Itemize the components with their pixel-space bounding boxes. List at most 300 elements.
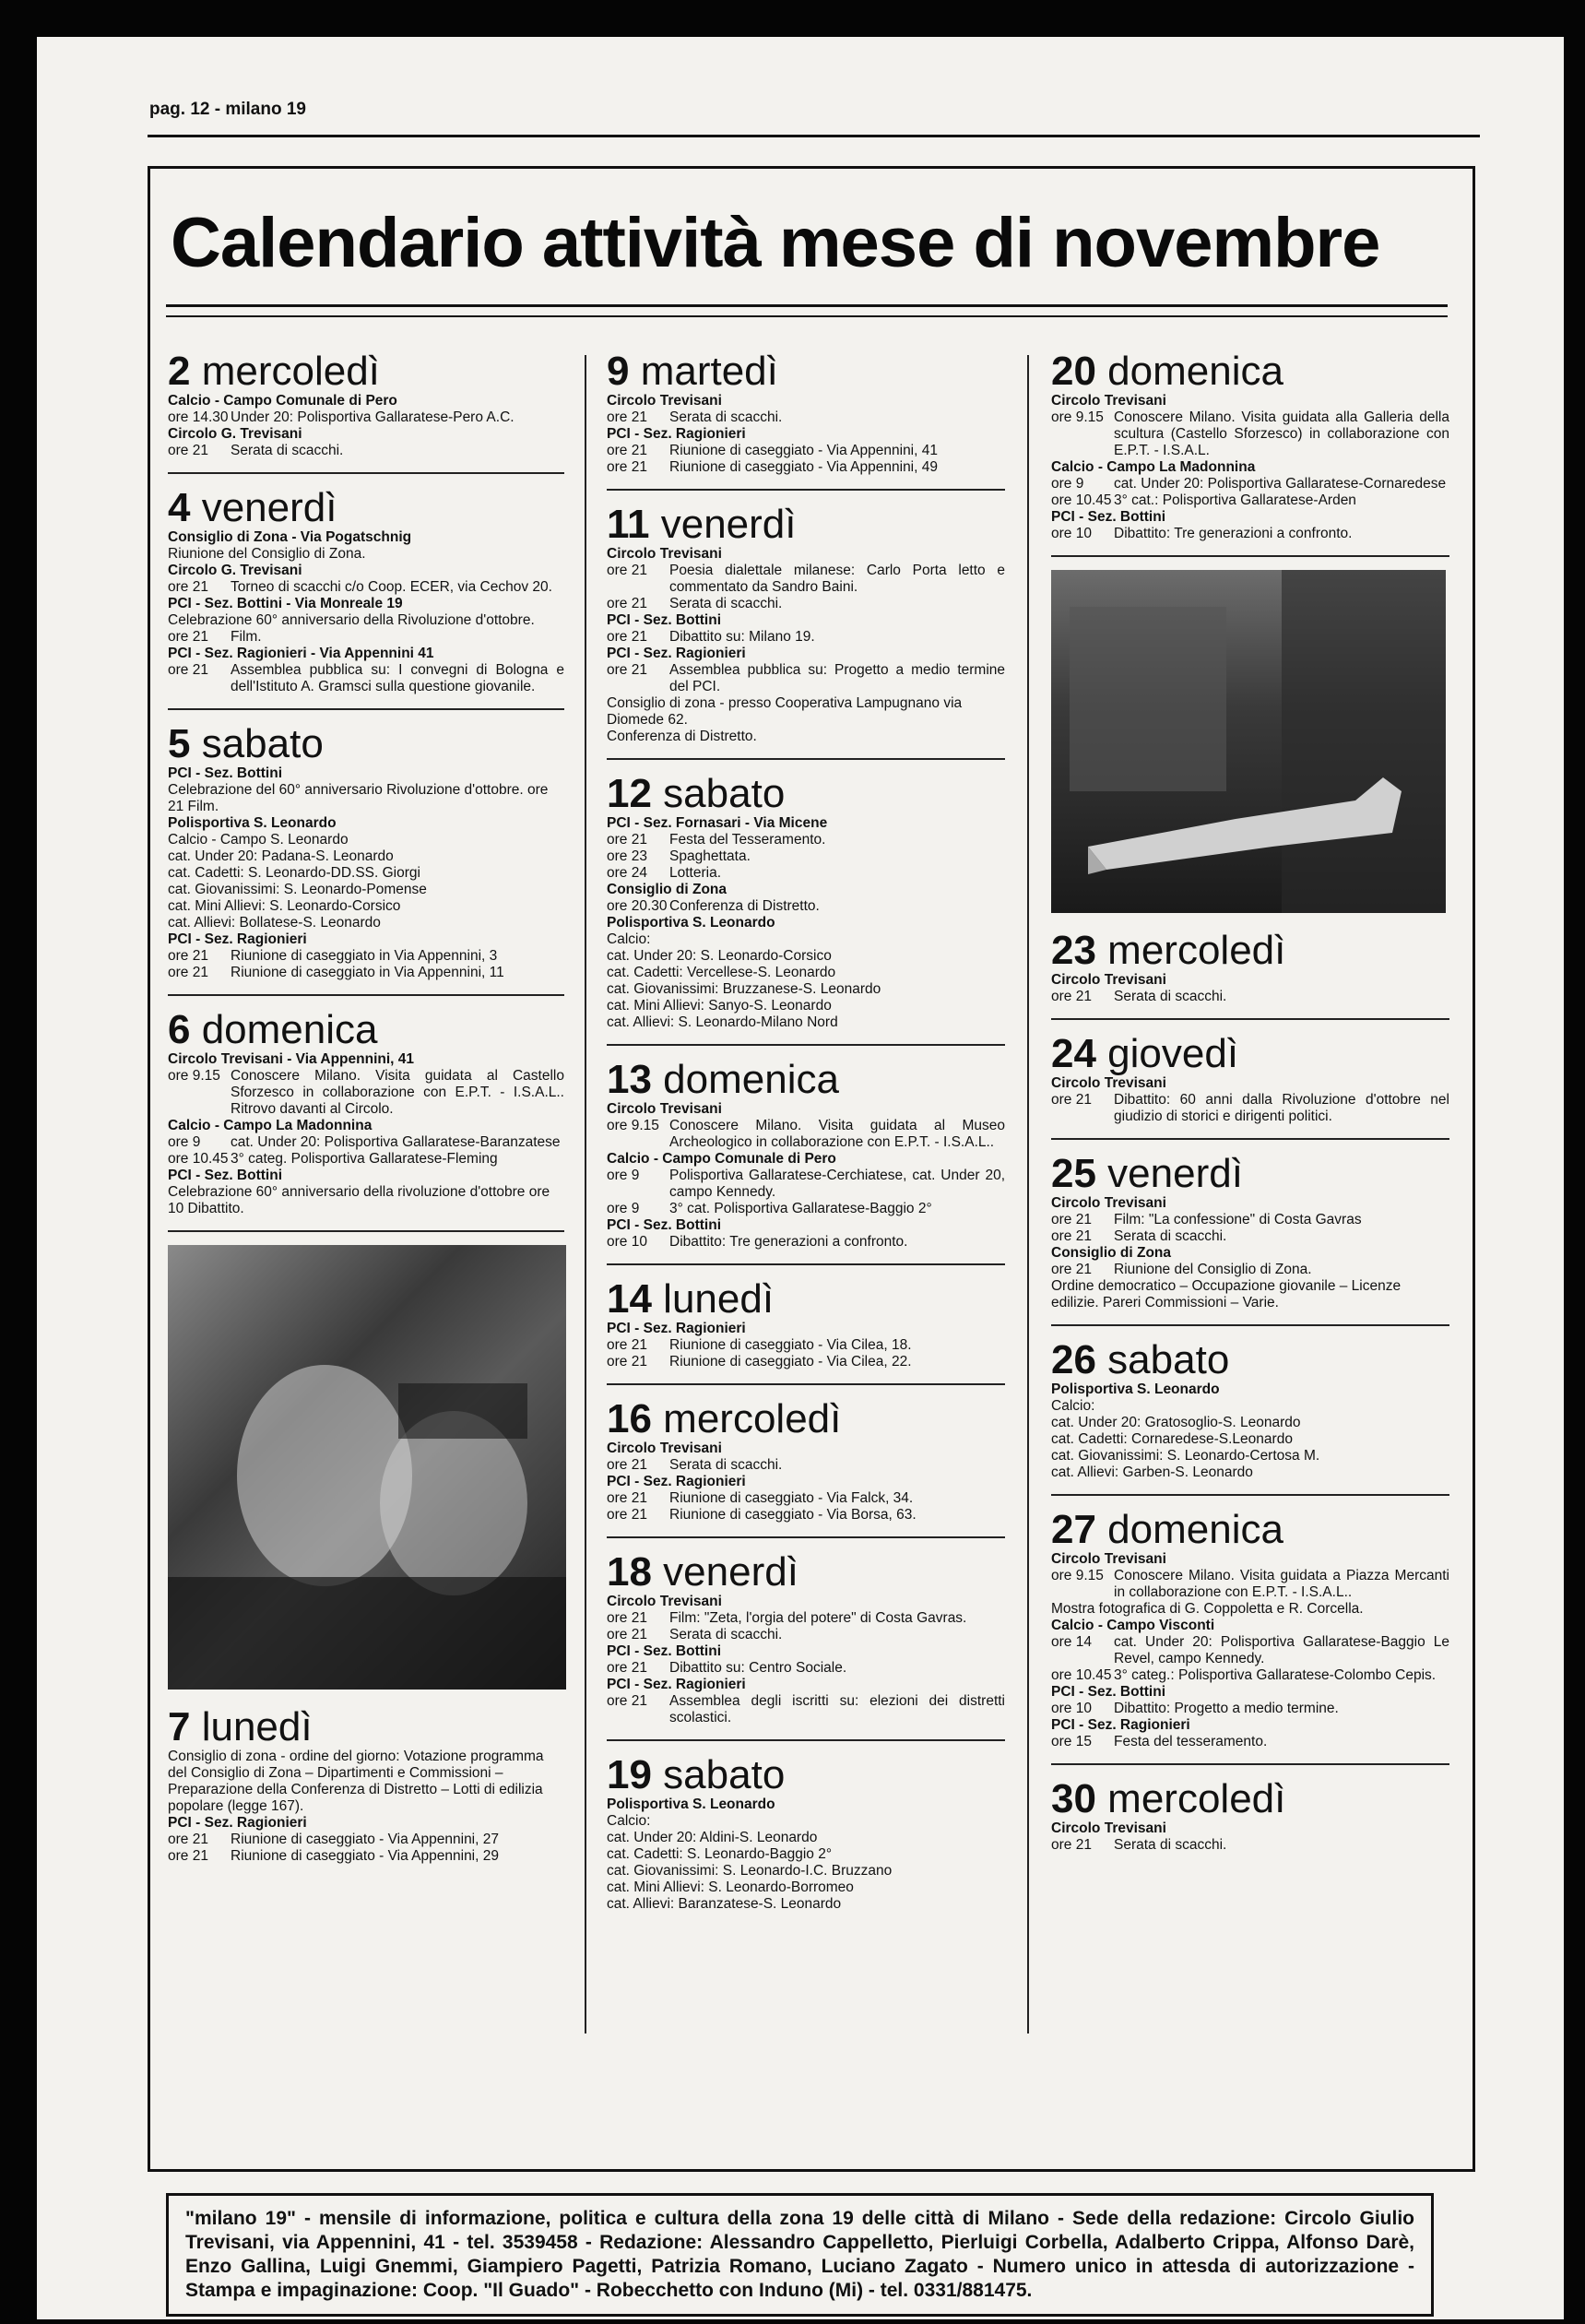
day-entry <box>607 1278 1005 1385</box>
event-description: Torneo di scacchi c/o Coop. ECER, via Cechov 20. <box>231 579 552 595</box>
day-entry <box>607 1754 1005 1926</box>
event-time: ore 21 <box>607 563 647 578</box>
event-description: Dibattito su: Centro Sociale. <box>669 1660 847 1676</box>
organizer: PCI - Sez. Bottini <box>1051 509 1165 525</box>
event-line <box>607 1660 1005 1677</box>
event-line <box>607 1201 1005 1217</box>
event-time: ore 10 <box>607 1234 647 1250</box>
event-time: ore 15 <box>1051 1734 1092 1749</box>
event-time: ore 21 <box>1051 1212 1092 1227</box>
event-description: Riunione di caseggiato - Via Appennini, 41 <box>669 443 938 458</box>
event-text: Celebrazione del 60° anniversario Rivoluzione d'ottobre. ore 21 Film. <box>168 782 549 814</box>
organizer: Circolo Trevisani <box>607 1594 722 1609</box>
organizer: Circolo G. Trevisani <box>168 563 302 578</box>
column-divider <box>1027 355 1029 2034</box>
event-line <box>1051 492 1449 509</box>
event-description: Serata di scacchi. <box>231 443 344 458</box>
day-entry <box>168 1706 564 1878</box>
event-time: ore 21 <box>607 1354 647 1370</box>
event-time: ore 9 <box>1051 476 1084 492</box>
event-description: Serata di scacchi. <box>1114 1837 1227 1853</box>
event-description: Conoscere Milano. Visita guidata a Piazza Mercanti in collaborazione con E.P.T. - I.S.A.L.. <box>1114 1568 1449 1600</box>
event-text: cat. Mini Allievi: Sanyo-S. Leonardo <box>607 998 832 1014</box>
day-name: mercoledì <box>190 349 380 394</box>
day-entry <box>607 1398 1005 1538</box>
day-entry <box>168 723 564 996</box>
day-number: 4 <box>168 485 191 530</box>
event-time: ore 21 <box>1051 1228 1092 1244</box>
calendar-column-3 <box>1051 350 1449 1879</box>
day-heading <box>1051 930 1449 972</box>
organizer: PCI - Sez. Bottini <box>168 765 282 781</box>
event-description: Riunione di caseggiato - Via Appennini, 27 <box>231 1832 499 1847</box>
event-description: Festa del tesseramento. <box>1114 1734 1268 1749</box>
organizer: Calcio - Campo La Madonnina <box>1051 459 1256 475</box>
day-number: 14 <box>607 1276 652 1322</box>
event-line <box>607 1118 1005 1151</box>
event-line <box>168 443 564 459</box>
event-line <box>607 1490 1005 1507</box>
day-number: 25 <box>1051 1151 1096 1196</box>
day-name: domenica <box>190 1007 378 1052</box>
day-heading <box>607 1398 1005 1441</box>
event-time: ore 21 <box>168 662 208 678</box>
event-description: Serata di scacchi. <box>669 596 783 611</box>
event-description: cat. Under 20: Polisportiva Gallaratese-Baggio Le Revel, campo Kennedy. <box>1114 1634 1449 1666</box>
day-name: venerdì <box>1095 1151 1243 1196</box>
day-name: venerdì <box>190 485 337 530</box>
event-time: ore 9.15 <box>1051 1568 1104 1583</box>
event-text: cat. Allievi: Baranzatese-S. Leonardo <box>607 1896 842 1912</box>
day-number: 7 <box>168 1704 191 1749</box>
event-line <box>607 1610 1005 1627</box>
day-heading <box>1051 1778 1449 1820</box>
event-line <box>607 409 1005 426</box>
day-entry <box>1051 1509 1449 1765</box>
event-line <box>607 1457 1005 1474</box>
day-heading <box>607 504 1005 546</box>
day-entry <box>607 350 1005 491</box>
day-number: 24 <box>1051 1031 1096 1076</box>
event-line <box>1051 526 1449 542</box>
organizer: PCI - Sez. Bottini <box>607 1217 721 1233</box>
day-heading <box>168 487 564 529</box>
event-time: ore 9.15 <box>168 1068 220 1084</box>
event-time: ore 10 <box>1051 1701 1092 1716</box>
event-description: Serata di scacchi. <box>669 409 783 425</box>
event-time: ore 21 <box>607 443 647 458</box>
event-description: Assemblea pubblica su: Progetto a medio termine del PCI. <box>669 662 1005 694</box>
column-divider <box>585 355 586 2034</box>
event-text: cat. Under 20: Aldini-S. Leonardo <box>607 1830 818 1845</box>
organizer: PCI - Sez. Bottini <box>1051 1684 1165 1700</box>
event-text: cat. Allievi: Garben-S. Leonardo <box>1051 1464 1253 1480</box>
day-heading <box>607 1278 1005 1321</box>
event-text: cat. Under 20: Gratosoglio-S. Leonardo <box>1051 1415 1301 1430</box>
day-heading <box>168 723 564 765</box>
event-text: Celebrazione 60° anniversario della rivoluzione d'ottobre ore 10 Dibattito. <box>168 1184 550 1216</box>
event-time: ore 20.30 <box>607 898 668 914</box>
day-heading <box>1051 1509 1449 1551</box>
photo-portrait <box>168 1245 566 1690</box>
organizer: Circolo Trevisani <box>1051 1195 1166 1211</box>
day-number: 11 <box>607 502 650 547</box>
organizer: Calcio - Campo Comunale di Pero <box>607 1151 836 1167</box>
title-rule <box>166 304 1448 307</box>
organizer: Circolo Trevisani <box>1051 1820 1166 1836</box>
event-description: Serata di scacchi. <box>1114 1228 1227 1244</box>
event-time: ore 21 <box>607 1693 647 1709</box>
day-entry <box>1051 1033 1449 1140</box>
organizer: Polisportiva S. Leonardo <box>1051 1381 1220 1397</box>
organizer: Calcio - Campo Visconti <box>1051 1618 1215 1633</box>
event-time: ore 21 <box>1051 1837 1092 1853</box>
day-name: venerdì <box>651 1549 798 1595</box>
event-text: Riunione del Consiglio di Zona. <box>168 546 366 562</box>
event-text: cat. Allievi: S. Leonardo-Milano Nord <box>607 1014 838 1030</box>
event-time: ore 21 <box>607 662 647 678</box>
event-text: Consiglio di zona - ordine del giorno: Votazione programma del Consiglio di Zona – Dipartimenti e Commissioni – Preparazione della Conferenza di Distretto – Lotti di edilizia popolare (legge 167). <box>168 1749 544 1814</box>
event-time: ore 10.45 <box>1051 1667 1112 1683</box>
event-time: ore 21 <box>607 1507 647 1523</box>
day-name: venerdì <box>649 502 797 547</box>
day-name: giovedì <box>1095 1031 1239 1076</box>
organizer: Consiglio di Zona <box>1051 1245 1172 1261</box>
event-time: ore 23 <box>607 848 647 864</box>
event-line <box>1051 1701 1449 1717</box>
event-line <box>168 1068 564 1118</box>
header-rule <box>148 135 1480 137</box>
day-heading <box>607 1754 1005 1796</box>
event-line <box>607 1627 1005 1643</box>
event-time: ore 21 <box>607 1490 647 1506</box>
event-text: cat. Under 20: Padana-S. Leonardo <box>168 848 394 864</box>
event-description: Under 20: Polisportiva Gallaratese-Pero A.C. <box>231 409 515 425</box>
organizer: Polisportiva S. Leonardo <box>607 915 775 931</box>
event-line <box>168 409 564 426</box>
event-line <box>607 898 1005 915</box>
event-description: Riunione di caseggiato - Via Falck, 34. <box>669 1490 914 1506</box>
event-text: Calcio - Campo S. Leonardo <box>168 832 349 848</box>
day-heading <box>607 1059 1005 1101</box>
day-heading <box>607 773 1005 815</box>
day-name: sabato <box>651 771 786 816</box>
event-time: ore 21 <box>168 629 208 645</box>
event-time: ore 14.30 <box>168 409 229 425</box>
event-time: ore 21 <box>607 832 647 848</box>
organizer: Circolo Trevisani <box>607 1441 722 1456</box>
day-number: 16 <box>607 1396 652 1441</box>
event-text: cat. Cadetti: Vercellese-S. Leonardo <box>607 965 836 980</box>
event-line <box>168 662 564 695</box>
event-line <box>607 443 1005 459</box>
day-name: mercoledì <box>1095 1776 1286 1821</box>
event-time: ore 21 <box>607 1660 647 1676</box>
organizer: Calcio - Campo Comunale di Pero <box>168 393 397 409</box>
day-entry <box>168 350 564 474</box>
event-time: ore 21 <box>607 1457 647 1473</box>
event-description: cat. Under 20: Polisportiva Gallaratese-Cornaredese <box>1114 476 1447 492</box>
day-heading <box>1051 1153 1449 1195</box>
event-time: ore 21 <box>1051 1092 1092 1108</box>
organizer: PCI - Sez. Ragionieri <box>168 931 307 947</box>
event-line <box>607 459 1005 476</box>
event-text: cat. Giovanissimi: Bruzzanese-S. Leonardo <box>607 981 881 997</box>
event-description: Conoscere Milano. Visita guidata al Museo Archeologico in collaborazione con E.P.T. - I.S.A.L.. <box>669 1118 1005 1150</box>
organizer: PCI - Sez. Ragionieri <box>607 1677 746 1692</box>
day-entry <box>1051 1339 1449 1496</box>
event-description: Film: "La confessione" di Costa Gavras <box>1114 1212 1362 1227</box>
event-time: ore 9.15 <box>1051 409 1104 425</box>
event-time: ore 21 <box>607 596 647 611</box>
day-number: 26 <box>1051 1337 1096 1382</box>
day-heading <box>1051 1033 1449 1075</box>
day-heading <box>1051 350 1449 393</box>
day-number: 13 <box>607 1057 652 1102</box>
organizer: PCI - Sez. Ragionieri <box>607 1321 746 1336</box>
event-time: ore 21 <box>168 948 208 964</box>
event-description: Riunione di caseggiato in Via Appennini, 3 <box>231 948 498 964</box>
event-time: ore 21 <box>607 1337 647 1353</box>
event-time: ore 10 <box>1051 526 1092 541</box>
day-name: domenica <box>1095 349 1283 394</box>
event-time: ore 14 <box>1051 1634 1092 1650</box>
day-entry <box>607 1551 1005 1741</box>
day-heading <box>168 1706 564 1749</box>
day-number: 20 <box>1051 349 1096 394</box>
event-line <box>1051 1212 1449 1228</box>
event-line <box>607 832 1005 848</box>
event-description: Spaghettata. <box>669 848 751 864</box>
event-time: ore 21 <box>1051 1262 1092 1277</box>
day-number: 18 <box>607 1549 652 1595</box>
event-description: Riunione del Consiglio di Zona. <box>1114 1262 1312 1277</box>
event-line <box>607 596 1005 612</box>
organizer: PCI - Sez. Ragionieri <box>607 1474 746 1489</box>
day-name: domenica <box>651 1057 839 1102</box>
event-description: Riunione di caseggiato - Via Appennini, 49 <box>669 459 938 475</box>
event-description: Serata di scacchi. <box>1114 989 1227 1004</box>
event-line <box>607 865 1005 882</box>
event-time: ore 21 <box>168 1848 208 1864</box>
event-description: Assemblea degli iscritti su: elezioni dei distretti scolastici. <box>669 1693 1005 1725</box>
event-description: cat. Under 20: Polisportiva Gallaratese-Baranzatese <box>231 1134 561 1150</box>
day-heading <box>168 350 564 393</box>
event-text: Conferenza di Distretto. <box>607 729 757 744</box>
event-line <box>607 563 1005 596</box>
event-line <box>607 1234 1005 1251</box>
event-text: Calcio: <box>607 931 651 947</box>
event-description: Dibattito: 60 anni dalla Rivoluzione d'ottobre nel giudizio di storici e dirigenti politici. <box>1114 1092 1449 1124</box>
event-line <box>607 1168 1005 1201</box>
day-entry <box>607 504 1005 760</box>
event-line <box>607 1337 1005 1354</box>
event-line <box>1051 1667 1449 1684</box>
event-description: Dibattito: Progetto a medio termine. <box>1114 1701 1339 1716</box>
event-line <box>607 629 1005 646</box>
event-line <box>607 662 1005 695</box>
event-line <box>168 1848 564 1865</box>
event-line <box>1051 989 1449 1005</box>
organizer: PCI - Sez. Bottini <box>168 1168 282 1183</box>
day-name: mercoledì <box>651 1396 842 1441</box>
day-entry <box>1051 1778 1449 1867</box>
day-entry <box>168 1009 564 1232</box>
event-text: Calcio: <box>1051 1398 1095 1414</box>
event-text: cat. Allievi: Bollatese-S. Leonardo <box>168 915 381 931</box>
organizer: Polisportiva S. Leonardo <box>168 815 337 831</box>
event-line <box>168 948 564 965</box>
event-description: 3° cat.: Polisportiva Gallaratese-Arden <box>1114 492 1356 508</box>
day-number: 27 <box>1051 1507 1096 1552</box>
event-description: Conoscere Milano. Visita guidata al Castello Sforzesco in collaborazione con E.P.T. - I.S.A.L.. Ritrovo davanti al Circolo. <box>231 1068 564 1117</box>
event-description: Riunione di caseggiato - Via Appennini, 29 <box>231 1848 499 1864</box>
event-description: Conoscere Milano. Visita guidata alla Galleria della scultura (Castello Sforzesco) in collaborazione con E.P.T. - I.S.A.L. <box>1114 409 1449 458</box>
event-description: Riunione di caseggiato in Via Appennini, 11 <box>231 965 504 980</box>
organizer: Calcio - Campo La Madonnina <box>168 1118 373 1133</box>
day-number: 30 <box>1051 1776 1096 1821</box>
organizer: PCI - Sez. Bottini <box>607 612 721 628</box>
day-number: 23 <box>1051 928 1096 973</box>
day-name: lunedì <box>190 1704 313 1749</box>
event-line <box>1051 1734 1449 1750</box>
event-description: Riunione di caseggiato - Via Borsa, 63. <box>669 1507 917 1523</box>
day-heading <box>168 1009 564 1051</box>
event-line <box>607 1354 1005 1370</box>
event-description: Film: "Zeta, l'orgia del potere" di Costa Gavras. <box>669 1610 967 1626</box>
event-time: ore 21 <box>607 1610 647 1626</box>
day-number: 6 <box>168 1007 191 1052</box>
event-time: ore 9 <box>168 1134 201 1150</box>
organizer: PCI - Sez. Fornasari - Via Micene <box>607 815 828 831</box>
organizer: PCI - Sez. Ragionieri - Via Appennini 41 <box>168 646 434 661</box>
event-line <box>607 1693 1005 1726</box>
event-line <box>1051 409 1449 459</box>
event-text: cat. Cadetti: S. Leonardo-Baggio 2° <box>607 1846 833 1862</box>
organizer: Circolo Trevisani <box>1051 1551 1166 1567</box>
event-description: Riunione di caseggiato - Via Cilea, 22. <box>669 1354 912 1370</box>
day-entry <box>168 487 564 710</box>
day-number: 5 <box>168 721 191 766</box>
event-text: cat. Mini Allievi: S. Leonardo-Corsico <box>168 898 401 914</box>
calendar-column-2 <box>607 350 1005 1939</box>
day-number: 12 <box>607 771 652 816</box>
organizer: Consiglio di Zona <box>607 882 727 897</box>
event-time: ore 21 <box>168 965 208 980</box>
event-line <box>168 1832 564 1848</box>
event-text: Consiglio di zona - presso Cooperativa Lampugnano via Diomede 62. <box>607 695 963 728</box>
organizer: PCI - Sez. Ragionieri <box>168 1815 307 1831</box>
event-description: 3° categ.: Polisportiva Gallaratese-Colombo Cepis. <box>1114 1667 1437 1683</box>
event-text: cat. Cadetti: S. Leonardo-DD.SS. Giorgi <box>168 865 420 881</box>
event-description: Assemblea pubblica su: I convegni di Bologna e dell'Istituto A. Gramsci sulla questione giovanile. <box>231 662 564 694</box>
event-time: ore 21 <box>168 1832 208 1847</box>
event-line <box>168 579 564 596</box>
event-description: Serata di scacchi. <box>669 1627 783 1642</box>
day-number: 19 <box>607 1752 652 1797</box>
organizer: PCI - Sez. Bottini <box>607 1643 721 1659</box>
day-entry <box>1051 1153 1449 1326</box>
event-time: ore 21 <box>168 443 208 458</box>
day-entry <box>1051 930 1449 1020</box>
organizer: PCI - Sez. Ragionieri <box>607 646 746 661</box>
organizer: Consiglio di Zona - Via Pogatschnig <box>168 529 412 545</box>
event-line <box>168 629 564 646</box>
calendar-column-1 <box>168 350 564 1891</box>
organizer: PCI - Sez. Ragionieri <box>1051 1717 1190 1733</box>
event-time: ore 21 <box>607 1627 647 1642</box>
event-line <box>1051 1092 1449 1125</box>
event-text: cat. Giovanissimi: S. Leonardo-Certosa M. <box>1051 1448 1320 1464</box>
day-entry <box>1051 350 1449 557</box>
day-heading <box>607 350 1005 393</box>
event-line <box>607 848 1005 865</box>
organizer: PCI - Sez. Bottini - Via Monreale 19 <box>168 596 403 611</box>
day-heading <box>607 1551 1005 1594</box>
event-line <box>607 1507 1005 1524</box>
event-line <box>168 1134 564 1151</box>
organizer: Circolo Trevisani - Via Appennini, 41 <box>168 1051 415 1067</box>
organizer: PCI - Sez. Ragionieri <box>607 426 746 442</box>
day-heading <box>1051 1339 1449 1381</box>
event-description: Conferenza di Distretto. <box>669 898 820 914</box>
event-time: ore 9 <box>607 1201 640 1216</box>
event-text: cat. Giovanissimi: S. Leonardo-Pomense <box>168 882 427 897</box>
event-description: Dibattito: Tre generazioni a confronto. <box>669 1234 908 1250</box>
event-time: ore 21 <box>607 409 647 425</box>
event-text: Mostra fotografica di G. Coppoletta e R. Corcella. <box>1051 1601 1364 1617</box>
day-number: 9 <box>607 349 630 394</box>
organizer: Circolo Trevisani <box>1051 972 1166 988</box>
event-description: Poesia dialettale milanese: Carlo Porta letto e commentato da Sandro Baini. <box>669 563 1005 595</box>
organizer: Circolo Trevisani <box>1051 1075 1166 1091</box>
event-description: Polisportiva Gallaratese-Cerchiatese, cat. Under 20, campo Kennedy. <box>669 1168 1005 1200</box>
event-line <box>1051 1837 1449 1854</box>
event-description: Lotteria. <box>669 865 722 881</box>
event-time: ore 10.45 <box>1051 492 1112 508</box>
organizer: Circolo Trevisani <box>607 393 722 409</box>
organizer: Circolo Trevisani <box>607 546 722 562</box>
colophon: "milano 19" - mensile di informazione, politica e cultura della zona 19 delle città di Milano - Sede della redazione: Circolo Giulio Trevisani, via Appennini, 41 - tel. 3539458 - Redazione: Alessandro Cappelletto, Pierluigi Corbella, Adalberto Crippa, Alfonso Darè, Enzo Gallina, Luigi Gnemmi, Giampiero Pagetti, Patrizia Romano, Luciano Zagato - Numero unico in attesda di autorizzazione - Stampa e impaginazione: Coop. "Il Guado" - Robecchetto con Induno (Mi) - tel. 0331/881475. <box>166 2193 1434 2317</box>
event-description: Riunione di caseggiato - Via Cilea, 18. <box>669 1337 912 1353</box>
event-line <box>1051 1568 1449 1601</box>
day-name: sabato <box>651 1752 786 1797</box>
day-name: martedì <box>629 349 778 394</box>
event-line <box>168 1151 564 1168</box>
day-name: sabato <box>1095 1337 1230 1382</box>
day-name: lunedì <box>651 1276 775 1322</box>
page-reference: pag. 12 - milano 19 <box>149 100 306 119</box>
event-description: 3° cat. Polisportiva Gallaratese-Baggio 2° <box>669 1201 932 1216</box>
page-title: Calendario attività mese di novembre <box>171 204 1380 282</box>
event-description: Serata di scacchi. <box>669 1457 783 1473</box>
event-line <box>1051 1228 1449 1245</box>
event-time: ore 24 <box>607 865 647 881</box>
event-text: Celebrazione 60° anniversario della Rivoluzione d'ottobre. <box>168 612 535 628</box>
event-line <box>1051 1634 1449 1667</box>
photo-sculpture <box>1051 570 1446 913</box>
day-name: mercoledì <box>1095 928 1286 973</box>
title-rule-thin <box>166 315 1448 317</box>
day-entry <box>607 1059 1005 1265</box>
event-time: ore 21 <box>168 579 208 595</box>
event-description: Festa del Tesseramento. <box>669 832 826 848</box>
day-entry <box>607 773 1005 1046</box>
event-description: Dibattito su: Milano 19. <box>669 629 815 645</box>
event-time: ore 21 <box>607 629 647 645</box>
day-name: sabato <box>190 721 324 766</box>
organizer: Circolo Trevisani <box>1051 393 1166 409</box>
